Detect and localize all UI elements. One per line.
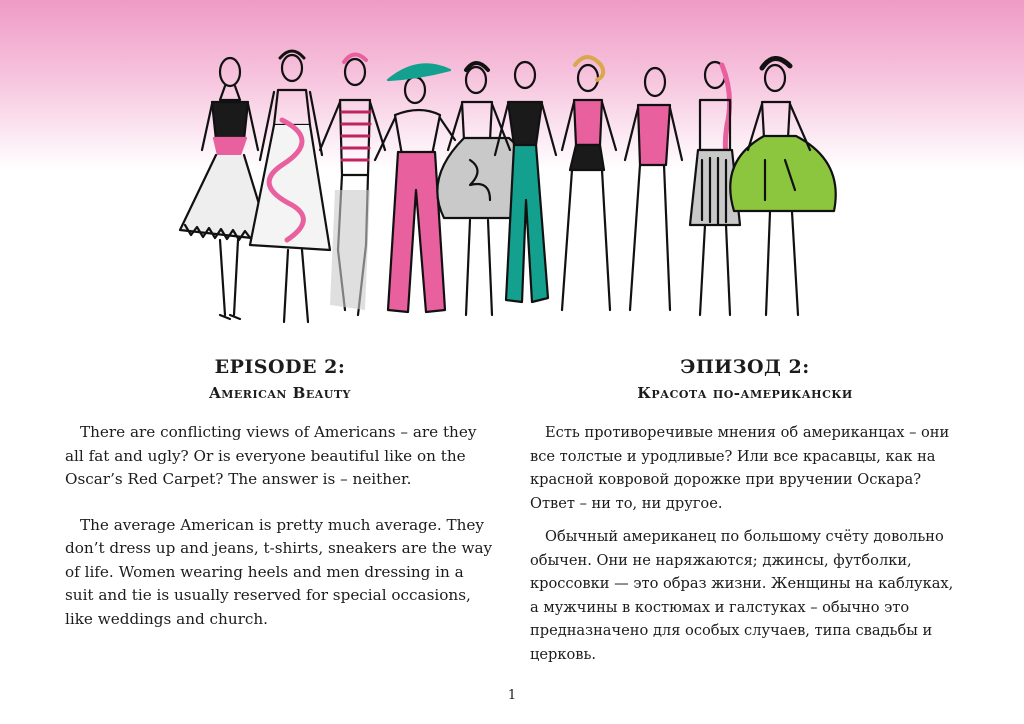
page-number: 1 (507, 688, 517, 703)
figure-2 (250, 51, 330, 322)
english-paragraph: The average American is pretty much average. They don’t dress up and jeans, t-shirts, sneakers are the way of life. Women wearing heels and men dressing in a suit and tie is usually reserved for special occasions, like weddings and church. (65, 515, 493, 628)
fashion-figures-illustration (170, 40, 850, 340)
figure-10 (730, 58, 835, 315)
russian-paragraph: Есть противоречивые мнения об американцах – они все толстые и уродливые? Или все красавцы, как на красной ковровой дорожке при вручении Оскара? Ответ – ни то, ни другое. (530, 424, 950, 512)
russian-subtitle: Красота по-американски (637, 384, 853, 402)
english-column (65, 355, 495, 653)
english-subtitle: American Beauty (209, 384, 351, 402)
russian-paragraph: Обычный американец по большому счёту довольно обычен. Они не наряжаются; джинсы, футболки, кроссовки — это образ жизни. Женщины на каблуках, а мужчины в костюмах и галстуках – обычно это предназначено для особых случаев, типа свадьбы и церковь. (530, 528, 954, 663)
figure-8 (625, 68, 682, 310)
figure-1 (180, 58, 270, 319)
figure-3 (320, 54, 385, 315)
english-paragraph: There are conflicting views of Americans – are they all fat and ugly? Or is everyone beautiful like on the Oscar’s Red Carpet? The answer is – neither. (65, 423, 477, 488)
russian-column (530, 355, 960, 676)
english-episode-title: EPISODE 2: (214, 356, 346, 378)
russian-episode-title: ЭПИЗОД 2: (680, 356, 810, 378)
figure-7 (562, 57, 616, 310)
